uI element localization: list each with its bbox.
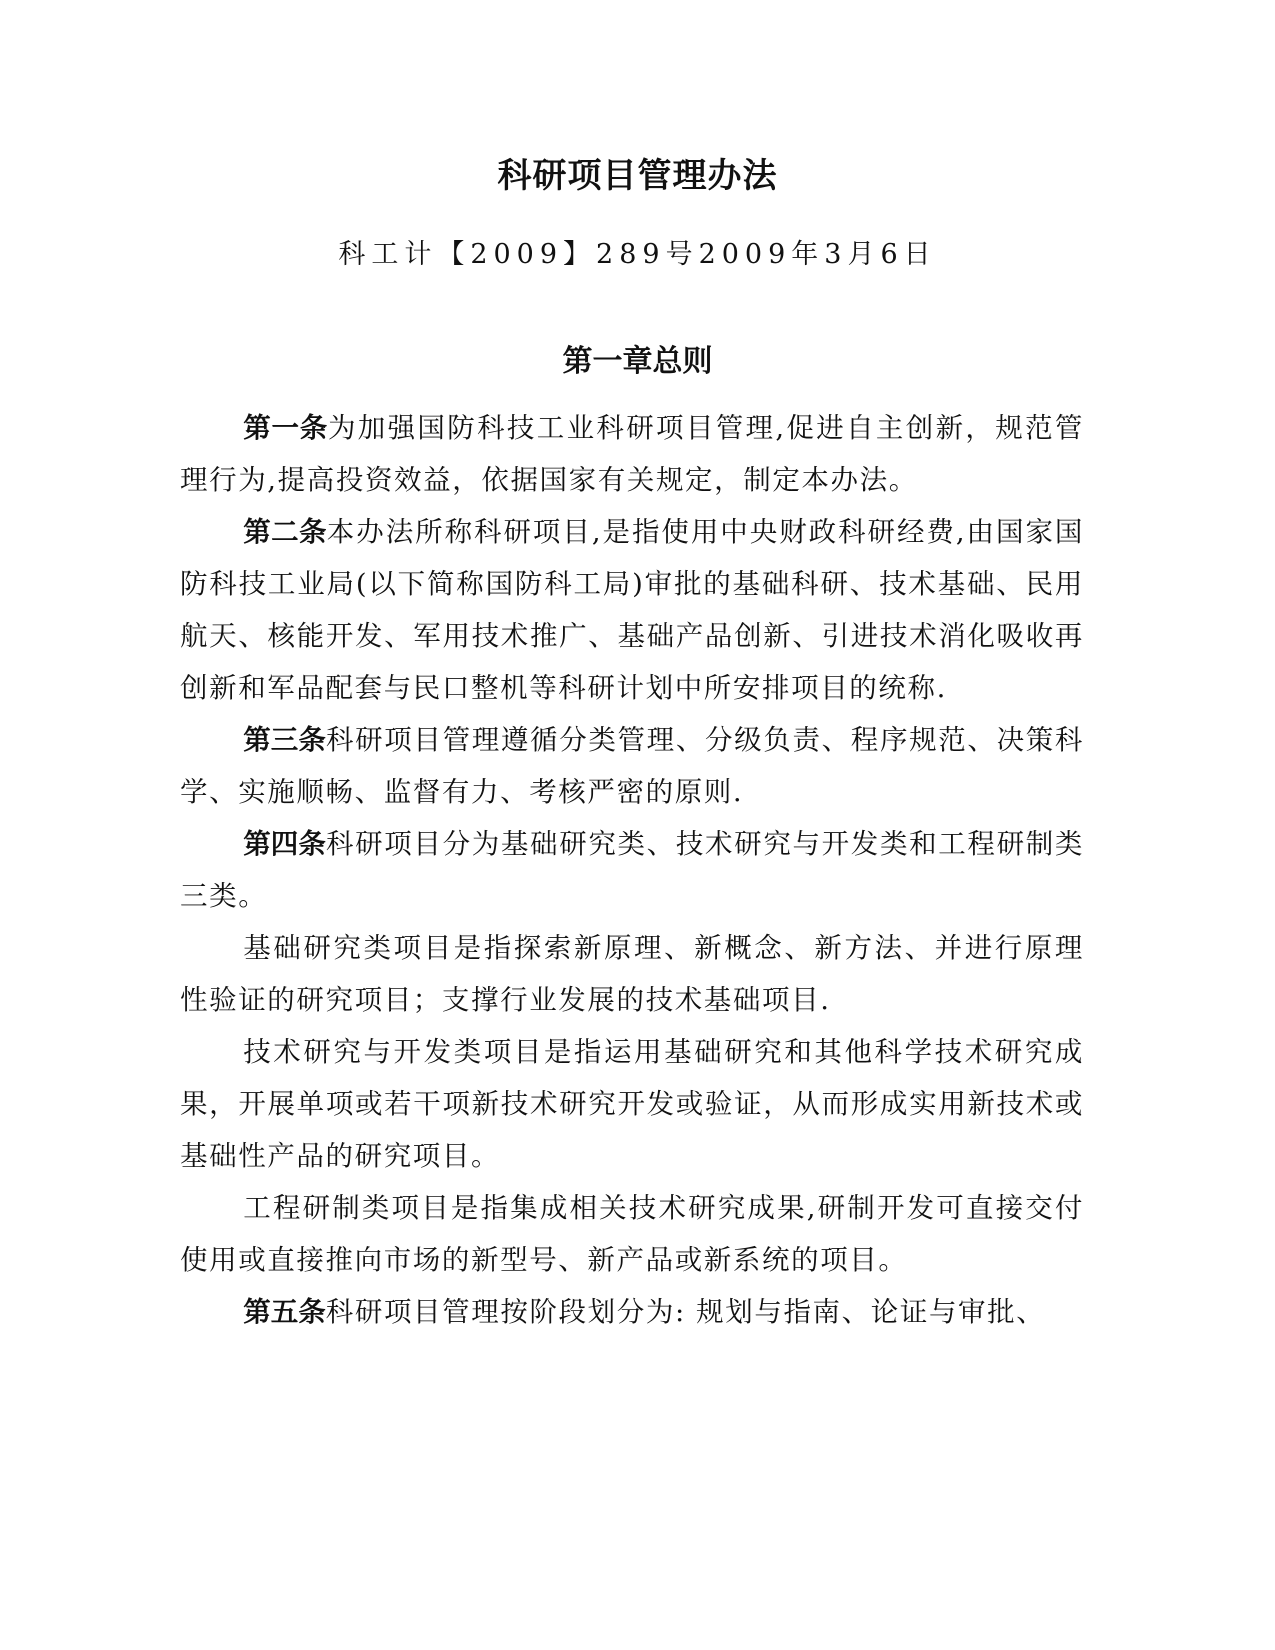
document-number: 科工计【2009】289号2009年3月6日 [338, 239, 937, 270]
paragraph-text: 技术研究与开发类项目是指运用基础研究和其他科学技术研究成果，开展单项或若干项新技术研究开发或验证，从而形成实用新技术或基础性产品的研究项目。 [180, 1036, 1084, 1172]
article-label: 第三条 [243, 724, 326, 756]
article-text: 本办法所称科研项目,是指使用中央财政科研经费,由国家国防科技工业局(以下简称国防科工局)审批的基础科研、技术基础、民用航天、核能开发、军用技术推广、基础产品创新、引进技术消化吸收再创新和军品配套与民口整机等科研计划中所安排项目的统称. [180, 516, 1084, 704]
article-text: 为加强国防科技工业科研项目管理,促进自主创新，规范管理行为,提高投资效益，依据国家有关规定，制定本办法。 [180, 412, 1084, 496]
paragraph-engineering [180, 1182, 1084, 1286]
article-text: 科研项目分为基础研究类、技术研究与开发类和工程研制类三类。 [180, 828, 1084, 912]
chapter-title: 第一章总则 [562, 344, 713, 379]
article-label: 第一条 [243, 412, 328, 444]
paragraph-text: 工程研制类项目是指集成相关技术研究成果,研制开发可直接交付使用或直接推向市场的新型号、新产品或新系统的项目。 [180, 1192, 1084, 1276]
article-label: 第四条 [243, 828, 326, 860]
article-2 [180, 506, 1084, 714]
document-body [180, 402, 1084, 1338]
paragraph-basic-research [180, 922, 1084, 1026]
article-label: 第五条 [243, 1296, 326, 1328]
paragraph-tech-research [180, 1026, 1084, 1182]
article-text: 科研项目管理按阶段划分为: 规划与指南、论证与审批、 [325, 1296, 1046, 1328]
article-4 [180, 818, 1084, 922]
article-5 [180, 1286, 1084, 1338]
paragraph-text: 基础研究类项目是指探索新原理、新概念、新方法、并进行原理性验证的研究项目；支撑行业发展的技术基础项目. [180, 932, 1084, 1016]
article-label: 第二条 [243, 516, 327, 548]
article-text: 科研项目管理遵循分类管理、分级负责、程序规范、决策科学、实施顺畅、监督有力、考核严密的原则. [180, 724, 1084, 808]
document-title: 科研项目管理办法 [497, 156, 778, 196]
article-3 [180, 714, 1084, 818]
article-1 [180, 402, 1084, 506]
